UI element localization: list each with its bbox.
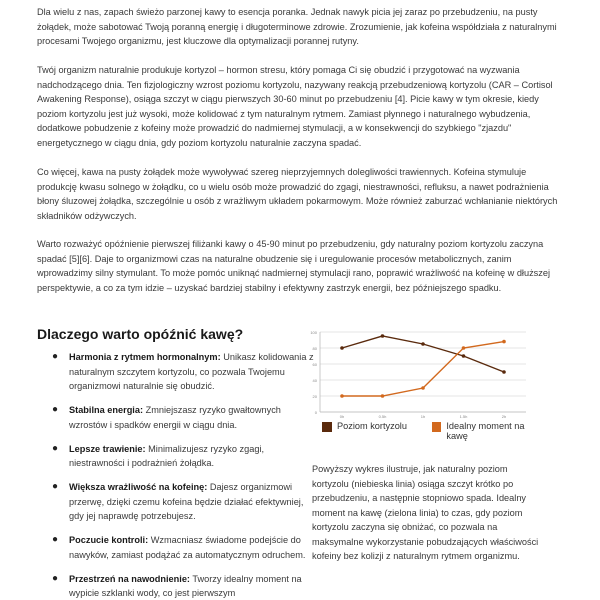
- data-point: [462, 354, 466, 358]
- legend-label: Poziom kortyzolu: [337, 421, 407, 431]
- intro-paragraph: Dla wielu z nas, zapach świeżo parzonej kawy to esencja poranka. Jednak nawyk picia jej zaraz po przebudzeniu, na pusty żołądek, może sabotować Twoją poranną energię i długoterminowe zdrowie. Zrozumienie, jak kofeina współdziała z naturalnymi procesami Twojego organizmu, jest kluczowe dla optymalizacji porannej rutyny.: [37, 7, 557, 46]
- data-point: [502, 340, 506, 344]
- delay-paragraph: Warto rozważyć opóźnienie pierwszej filiżanki kawy o 45-90 minut po przebudzeniu, gdy naturalny poziom kortyzolu zaczyna spadać [5][6]. Daje to organizmowi czas na naturalne obudzenie się i uregulowanie procesów metabolicznych, zanim wprowadzimy silny stymulant. To może pomóc uniknąć nadmiernej stymulacji rano, poprawić wrażliwość na kofeinę w dłuższej perspektywie, a co za tym idzie – uzyskać bardziej stabilny i efektywny zastrzyk energii, bez późniejszego spadku.: [37, 239, 551, 293]
- bullet-icon: ●: [52, 572, 59, 584]
- benefit-title: Poczucie kontroli:: [69, 535, 149, 545]
- data-point: [340, 394, 344, 398]
- benefit-text: Minimalizujesz ryzyko zgagi, niestrawności i podrażnień żołądka.: [69, 443, 265, 468]
- x-tick-label: 0h: [339, 414, 345, 419]
- benefit-title: Harmonia z rytmem hormonalnym:: [69, 352, 221, 362]
- data-point: [340, 346, 344, 350]
- benefit-text: Wzmacniasz świadome podejście do nawyków, zamiast podążać za automatycznym odruchem.: [69, 535, 306, 560]
- x-tick-label: 1.5h: [459, 414, 468, 419]
- series-line-1: [342, 336, 504, 372]
- y-tick-label: 80: [312, 346, 317, 351]
- y-tick-label: 100: [310, 330, 317, 335]
- benefit-title: Lepsze trawienie:: [69, 443, 146, 454]
- legend-swatch-coffee: [432, 422, 441, 432]
- bullet-icon: ●: [52, 351, 59, 362]
- list-item: [52, 403, 317, 432]
- bullet-icon: ●: [52, 534, 59, 545]
- x-tick-label: 2h: [501, 414, 507, 419]
- list-item: [52, 533, 317, 562]
- list-item: [52, 442, 317, 471]
- chart-caption: Powyższy wykres ilustruje, jak naturalny poziom kortyzolu (niebieska linia) osiąga szczyt krótko po przebudzeniu, a następnie stopniowo spada. Idealny moment na kawę (zielona linia) to czas, gdy poziom kortyzolu zaczyna się obniżać, co pozwala na maksymalne wykorzystanie pobudzających właściwości kofeiny bez kolizji z naturalnym rytmem organizmu.: [312, 464, 539, 561]
- benefit-title: Większa wrażliwość na kofeinę:: [69, 482, 208, 492]
- data-point: [421, 342, 425, 346]
- benefit-title: Przestrzeń na nawodnienie:: [69, 573, 190, 584]
- legend-swatch-cortisol: [322, 422, 332, 432]
- bullet-icon: ●: [52, 442, 59, 454]
- x-tick-label: 0.5h: [378, 414, 387, 419]
- data-point: [381, 334, 385, 338]
- benefit-text: Unikasz kolidowania z naturalnym szczytem kortyzolu, co pozwala Twojemu organizmowi naturalnie się obudzić.: [69, 352, 314, 391]
- data-point: [381, 394, 385, 398]
- chart-legend: [322, 421, 562, 447]
- benefits-list: [37, 350, 317, 600]
- benefit-text: Tworzy idealny moment na wypicie szklanki wody, co jest pierwszym: [69, 573, 302, 598]
- y-tick-label: 20: [312, 394, 317, 399]
- benefit-text: Dajesz organizmowi przerwę, dzięki czemu kofeina będzie działać efektywniej, gdy jej naprawdę potrzebujesz.: [69, 482, 304, 521]
- legend-label: Idealny moment na kawę: [446, 421, 525, 441]
- list-item: [52, 480, 317, 524]
- list-item: [52, 350, 317, 394]
- bullet-icon: ●: [52, 404, 59, 415]
- data-point: [502, 370, 506, 374]
- y-tick-label: 40: [312, 378, 317, 383]
- benefit-title: Stabilna energia:: [69, 405, 144, 415]
- legend-item: [322, 421, 407, 432]
- x-tick-label: 1h: [420, 414, 426, 419]
- legend-item: [432, 421, 542, 441]
- data-point: [421, 386, 425, 390]
- cortisol-paragraph: Twój organizm naturalnie produkuje kortyzol – hormon stresu, który pomaga Ci się obudzić i przygotować na wyzwania nadchodzącego dnia. Ten fizjologiczny wzrost poziomu kortyzolu, nazywany reakcją przebudzeniową kortyzolu (CAR – Cortisol Awakening Response), osiąga szczyt w ciągu pierwszych 30-60 minut po przebudzeniu [4]. Picie kawy w tym okresie, kiedy poziom kortyzolu jest już wysoki, może kolidować z tym naturalnym rytmem. Zamiast płynnego i naturalnego wybudzenia, dodatkowe pobudzenie z kofeiny może prowadzić do nadmiernej stymulacji, a w konsekwencji do szybkiego "zjazdu" energetycznego w ciągu dnia, gdy poziom kortyzolu naturalnie zaczyna spadać.: [37, 65, 553, 148]
- y-tick-label: 60: [312, 362, 317, 367]
- list-item: [52, 572, 317, 600]
- bullet-icon: ●: [52, 481, 59, 492]
- data-point: [462, 346, 466, 350]
- digestion-paragraph: Co więcej, kawa na pusty żołądek może wywoływać szereg nieprzyjemnych dolegliwości trawiennych. Kofeina stymuluje produkcję kwasu solnego w żołądku, co u wielu osób może prowadzić do zgagi, niestrawności, refluksu, a nawet podrażnienia błony śluzowej żołądka, szczególnie u osób z wrażliwym układem pokarmowym. Może również zaburzać wchłanianie niektórych składników odżywczych.: [37, 167, 558, 221]
- y-tick-label: 0: [314, 410, 317, 415]
- section-heading: Dlaczego warto opóźnić kawę?: [37, 326, 244, 342]
- benefit-text: Zmniejszasz ryzyko gwałtownych wzrostów i spadków energii w ciągu dnia.: [69, 405, 281, 430]
